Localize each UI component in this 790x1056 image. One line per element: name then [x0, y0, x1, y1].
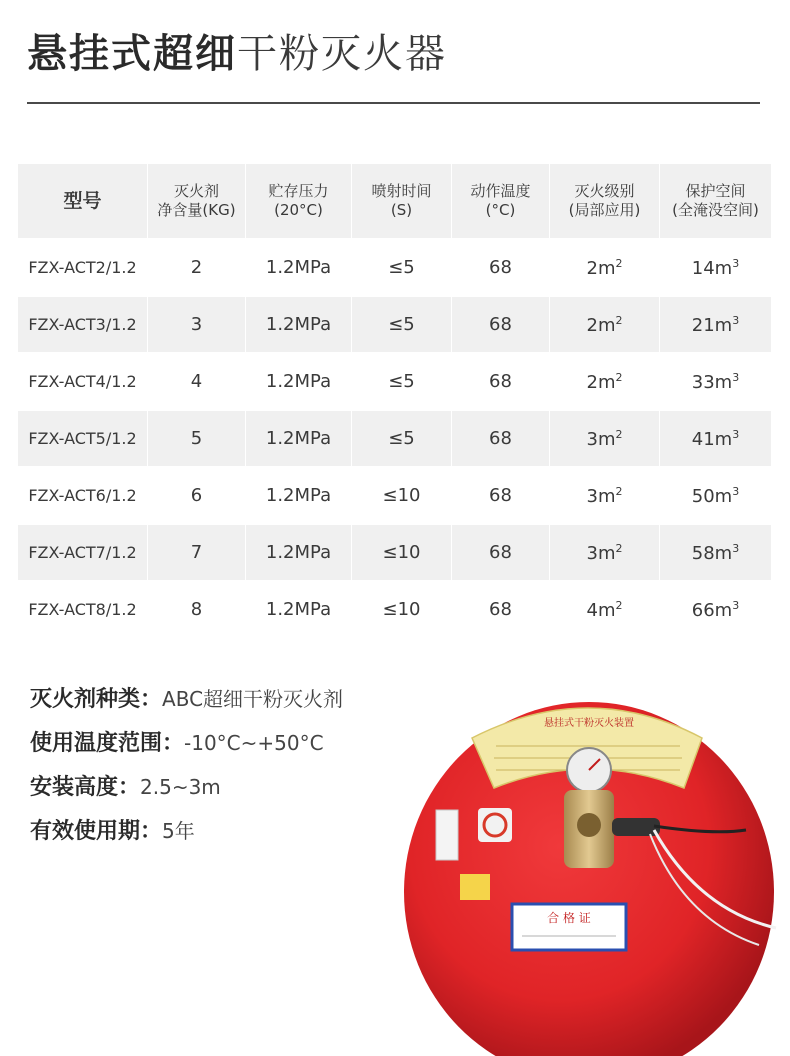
header-net-content: 灭火剂 净含量(KG)	[148, 164, 246, 240]
cell-temp: 68	[452, 582, 550, 639]
cell-model: FZX-ACT2/1.2	[18, 240, 148, 297]
cell-space: $41m^3$	[660, 411, 772, 468]
cell-pressure: 1.2MPa	[246, 240, 352, 297]
header-spray-time: 喷射时间 (S)	[352, 164, 452, 240]
cell-space: $66m^3$	[660, 582, 772, 639]
cell-pressure: 1.2MPa	[246, 297, 352, 354]
cell-level: $3m^2$	[550, 411, 660, 468]
cert-sticker-icon	[436, 810, 458, 860]
sensor-icon	[612, 818, 660, 836]
table-row	[18, 411, 772, 468]
warning-sticker-icon	[460, 874, 490, 900]
cell-net: 4	[148, 354, 246, 411]
table-row	[18, 468, 772, 525]
table-row	[18, 525, 772, 582]
title-divider	[27, 102, 760, 104]
feature-value: 5年	[162, 819, 195, 843]
feature-label: 安装高度：	[30, 775, 141, 800]
cell-time: ≤10	[352, 582, 452, 639]
cell-pressure: 1.2MPa	[246, 411, 352, 468]
cell-model: FZX-ACT3/1.2	[18, 297, 148, 354]
header-model: 型号	[18, 164, 148, 240]
cell-temp: 68	[452, 297, 550, 354]
cell-level: $3m^2$	[550, 468, 660, 525]
feature-value: ABC超细干粉灭火剂	[162, 687, 344, 711]
cell-time: ≤5	[352, 297, 452, 354]
cell-level: $2m^2$	[550, 354, 660, 411]
cell-model: FZX-ACT7/1.2	[18, 525, 148, 582]
cell-model: FZX-ACT6/1.2	[18, 468, 148, 525]
cell-space: $21m^3$	[660, 297, 772, 354]
cell-level: $3m^2$	[550, 525, 660, 582]
title-light-part: 干粉灭火器	[237, 31, 447, 77]
product-label-text: 悬挂式干粉灭火装置	[544, 718, 634, 729]
cell-net: 5	[148, 411, 246, 468]
table-row	[18, 297, 772, 354]
cell-space: $14m^3$	[660, 240, 772, 297]
title-bold-part: 悬挂式超细	[27, 31, 237, 77]
cell-pressure: 1.2MPa	[246, 582, 352, 639]
cell-model: FZX-ACT8/1.2	[18, 582, 148, 639]
cell-model: FZX-ACT4/1.2	[18, 354, 148, 411]
cell-temp: 68	[452, 354, 550, 411]
cell-temp: 68	[452, 411, 550, 468]
cell-temp: 68	[452, 240, 550, 297]
header-action-temp: 动作温度 (°C)	[452, 164, 550, 240]
feature-label: 灭火剂种类：	[30, 687, 163, 712]
header-storage-pressure: 贮存压力 (20°C)	[246, 164, 352, 240]
table-row	[18, 240, 772, 297]
feature-value: -10°C~+50°C	[184, 731, 324, 755]
cell-level: $2m^2$	[550, 297, 660, 354]
certificate-text: 合 格 证	[547, 911, 591, 925]
spec-table-header	[18, 164, 772, 240]
valve-port	[577, 813, 601, 837]
cell-level: $4m^2$	[550, 582, 660, 639]
feature-temp-range	[30, 727, 343, 771]
cell-net: 7	[148, 525, 246, 582]
header-protect-space: 保护空间 (全淹没空间)	[660, 164, 772, 240]
cell-space: $50m^3$	[660, 468, 772, 525]
table-row	[18, 582, 772, 639]
cell-time: ≤10	[352, 525, 452, 582]
cell-level: $2m^2$	[550, 240, 660, 297]
cell-net: 8	[148, 582, 246, 639]
cell-time: ≤10	[352, 468, 452, 525]
feature-list	[30, 683, 343, 859]
feature-install-height	[30, 771, 343, 815]
cell-net: 2	[148, 240, 246, 297]
extinguisher-photo	[384, 660, 790, 1056]
cell-temp: 68	[452, 525, 550, 582]
cell-time: ≤5	[352, 240, 452, 297]
cell-time: ≤5	[352, 411, 452, 468]
cell-space: $58m^3$	[660, 525, 772, 582]
cell-pressure: 1.2MPa	[246, 525, 352, 582]
page-title	[27, 22, 447, 79]
feature-agent-type	[30, 683, 343, 727]
feature-value: 2.5~3m	[140, 775, 221, 799]
table-row	[18, 354, 772, 411]
feature-service-life	[30, 815, 343, 859]
spec-table	[18, 164, 772, 639]
cell-space: $33m^3$	[660, 354, 772, 411]
cell-net: 3	[148, 297, 246, 354]
cell-net: 6	[148, 468, 246, 525]
cell-pressure: 1.2MPa	[246, 354, 352, 411]
cell-temp: 68	[452, 468, 550, 525]
header-fire-level: 灭火级别 (局部应用)	[550, 164, 660, 240]
cell-time: ≤5	[352, 354, 452, 411]
cell-pressure: 1.2MPa	[246, 468, 352, 525]
feature-label: 有效使用期：	[30, 819, 163, 844]
feature-label: 使用温度范围：	[30, 731, 185, 756]
cell-model: FZX-ACT5/1.2	[18, 411, 148, 468]
